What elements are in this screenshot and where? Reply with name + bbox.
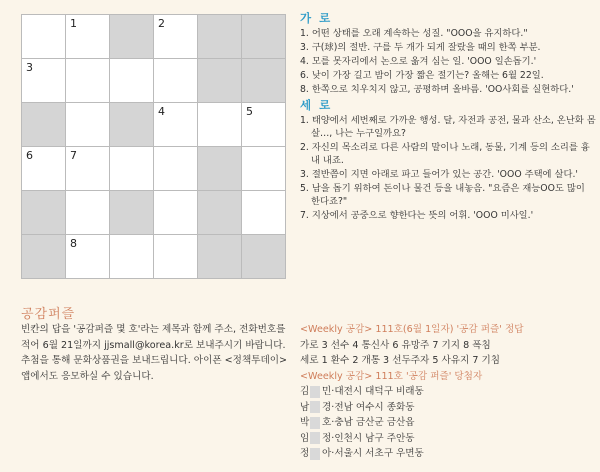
answer-cell[interactable] xyxy=(22,147,66,191)
blocked-cell xyxy=(198,59,242,103)
clue-number: 1 xyxy=(70,17,77,30)
blocked-cell xyxy=(198,235,242,279)
down-clue: 3. 절반쯤이 지면 아래로 파고 들어가 있는 공간. 'OOO 주택에 살다.' xyxy=(300,169,578,180)
winner-item xyxy=(300,415,596,431)
blocked-cell xyxy=(110,191,154,235)
winner-details: 민·대전시 대덕구 비래동 xyxy=(322,386,424,397)
blocked-cell xyxy=(198,15,242,59)
blocked-cell xyxy=(242,15,286,59)
blocked-cell xyxy=(22,235,66,279)
blocked-cell xyxy=(110,15,154,59)
across-clue: 4. 모를 못자리에서 논으로 옮겨 심는 일. 'OOO 일손돕기.' xyxy=(300,56,537,67)
answer-cell[interactable] xyxy=(242,191,286,235)
answer-cell[interactable] xyxy=(22,15,66,59)
winner-item xyxy=(300,431,596,447)
answer-cell[interactable] xyxy=(66,147,110,191)
answer-cell[interactable] xyxy=(110,59,154,103)
across-clue: 6. 낮이 가장 길고 밤이 가장 짧은 절기는? 올해는 6월 22일. xyxy=(300,70,544,81)
redacted-name-block xyxy=(310,432,320,444)
answer-cell[interactable] xyxy=(110,147,154,191)
clue-number: 4 xyxy=(158,105,165,118)
answer-cell[interactable] xyxy=(66,15,110,59)
blocked-cell xyxy=(198,147,242,191)
answer-cell[interactable] xyxy=(66,191,110,235)
winner-item xyxy=(300,400,596,416)
puzzle-title: 공감퍼즐 xyxy=(21,307,76,322)
answer-cell[interactable] xyxy=(154,147,198,191)
answers-down: 세로 1 환수 2 개통 3 선두주자 5 사유지 7 기침 xyxy=(300,355,501,366)
winner-details: 호·충남 금산군 금산읍 xyxy=(322,417,415,428)
answer-cell[interactable] xyxy=(66,59,110,103)
answer-cell[interactable] xyxy=(242,103,286,147)
winner-item xyxy=(300,446,596,462)
down-clue: 5. 남을 돕기 위하여 돈이나 물건 등을 내놓음. "요즘은 재능OO도 많이 한다죠?" xyxy=(300,183,585,207)
redacted-name-block xyxy=(310,417,320,429)
winner-surname: 임 xyxy=(300,432,310,444)
clue-number: 5 xyxy=(246,105,253,118)
winners-heading: <Weekly 공감> 111호 '공감 퍼즐' 당첨자 xyxy=(300,370,483,382)
answer-cell[interactable] xyxy=(110,235,154,279)
answer-cell[interactable] xyxy=(66,235,110,279)
redacted-name-block xyxy=(310,448,320,460)
redacted-name-block xyxy=(310,386,320,398)
blocked-cell xyxy=(110,103,154,147)
answer-cell[interactable] xyxy=(198,103,242,147)
blocked-cell xyxy=(22,191,66,235)
across-heading: 가 로 xyxy=(300,11,333,25)
down-clue: 2. 자신의 목소리로 다른 사람의 말이나 노래, 동물, 기계 등의 소리를 흉내 내죠. xyxy=(300,142,590,166)
blocked-cell xyxy=(242,59,286,103)
blocked-cell xyxy=(22,103,66,147)
across-clue: 8. 한쪽으로 치우치지 않고, 공평하며 올바름. 'OO사회를 실현하다.' xyxy=(300,84,574,95)
crossword-grid xyxy=(21,14,286,279)
winner-surname: 박 xyxy=(300,417,310,428)
answer-cell[interactable] xyxy=(154,191,198,235)
winner-item xyxy=(300,384,596,400)
answer-cell[interactable] xyxy=(22,59,66,103)
down-heading: 세 로 xyxy=(300,98,333,112)
winner-details: 경·전남 여수시 종화동 xyxy=(322,401,415,413)
across-clue-list xyxy=(300,27,596,96)
winner-details: 정·인천시 남구 주안동 xyxy=(322,432,415,444)
across-clue: 3. 구(球)의 절반. 구를 두 개가 되게 잘랐을 때의 한쪽 부분. xyxy=(300,42,541,53)
answer-cell[interactable] xyxy=(154,59,198,103)
clue-number: 3 xyxy=(26,61,33,74)
answer-cell[interactable] xyxy=(66,103,110,147)
down-clue: 1. 태양에서 세번째로 가까운 행성. 달, 자전과 공전, 물과 산소, 온난화 몸살…, 나는 누구일까요? xyxy=(300,115,596,139)
winner-details: 아·서울시 서초구 우면동 xyxy=(322,448,424,459)
winner-surname: 김 xyxy=(300,386,310,397)
puzzle-instructions: 빈칸의 답을 '공감퍼즐 몇 호'라는 제목과 함께 주소, 전화번호를 적어 6월 21일까지 jjsmall@korea.kr로 보내주시기 바랍니다. 추첨을 통해 문화상품권을 보내드립니다. 아이폰 <정책투데이> 앱에서도 응모하실 수 있습니다. xyxy=(21,324,288,382)
previous-answers-panel xyxy=(300,322,596,462)
down-clue: 7. 지상에서 공중으로 향한다는 뜻의 어휘. 'OOO 미사일.' xyxy=(300,210,534,221)
answers-heading: <Weekly 공감> 111호(6월 1일자) '공감 퍼즐' 정답 xyxy=(300,324,524,335)
redacted-name-block xyxy=(310,401,320,413)
blocked-cell xyxy=(198,191,242,235)
clue-number: 7 xyxy=(70,149,77,162)
across-clue: 1. 어떤 상태를 오래 계속하는 성질. "OOO을 유지하다." xyxy=(300,28,528,39)
answers-across: 가로 3 선수 4 통신사 6 유망주 7 기지 8 폭침 xyxy=(300,339,491,351)
down-clue-list xyxy=(300,114,596,222)
clues-panel xyxy=(300,12,596,223)
answer-cell[interactable] xyxy=(154,235,198,279)
winner-list xyxy=(300,384,596,462)
winner-surname: 정 xyxy=(300,448,310,459)
clue-number: 2 xyxy=(158,17,165,30)
answer-cell[interactable] xyxy=(154,15,198,59)
winner-surname: 남 xyxy=(300,401,310,413)
answer-cell[interactable] xyxy=(154,103,198,147)
blocked-cell xyxy=(242,235,286,279)
answer-cell[interactable] xyxy=(242,147,286,191)
clue-number: 6 xyxy=(26,149,33,162)
clue-number: 8 xyxy=(70,237,77,250)
